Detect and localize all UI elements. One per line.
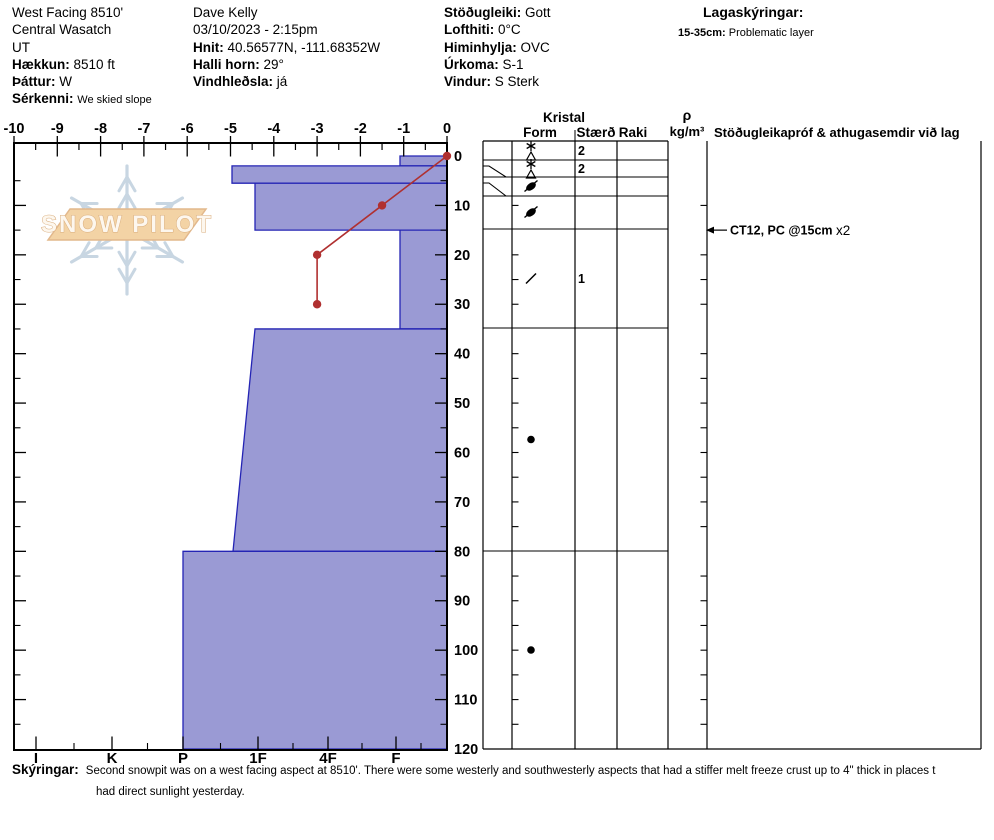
wind-value: S Sterk xyxy=(494,74,540,90)
state: UT xyxy=(12,39,30,55)
stability-test-result: CT12, PC @15cm xyxy=(730,223,833,238)
coords-value: 40.56577N, -111.68352W xyxy=(227,39,381,55)
snow-layer-bar xyxy=(233,329,447,551)
depth-axis-label: 90 xyxy=(454,593,471,610)
aspect-value: W xyxy=(59,74,73,90)
depth-axis-label: 60 xyxy=(454,445,471,462)
temp-axis-tick-label: -2 xyxy=(353,121,367,137)
depth-axis-label: 120 xyxy=(454,741,479,758)
depth-axis-label: 110 xyxy=(454,692,478,709)
depth-axis-label: 20 xyxy=(454,247,471,264)
sky-label: Himinhylja: xyxy=(444,39,517,55)
temperature-point xyxy=(378,201,386,209)
stability-label: Stöðugleiki: xyxy=(444,5,522,20)
temp-axis-tick-label: -10 xyxy=(3,121,25,137)
depth-axis-label: 80 xyxy=(454,544,471,561)
grain-size-value: 2 xyxy=(578,162,585,176)
temperature-point xyxy=(313,300,321,308)
grain-size-value: 1 xyxy=(578,272,585,286)
depth-axis-label: 70 xyxy=(454,494,471,511)
layer-note-text: Problematic layer xyxy=(728,27,814,40)
temp-axis-tick-label: -3 xyxy=(310,121,324,137)
stability-test-annotation xyxy=(706,223,850,238)
comments-line1: Second snowpit was on a west facing aspect at 8510'. There were some westerly and southwesterly aspects that had a stiffer melt freeze crust up to 4" thick in places t xyxy=(85,765,936,777)
hardness-bars xyxy=(183,156,447,749)
temp-axis-tick-label: -1 xyxy=(397,121,411,137)
layer-note-depth: 15-35cm: xyxy=(678,27,726,40)
depth-axis-label: 100 xyxy=(454,643,479,660)
precip-label: Úrkoma: xyxy=(444,56,499,72)
feature-value: We skied slope xyxy=(77,94,152,107)
hardness-axis-label: 1F xyxy=(249,750,267,767)
header-kristal: Kristal xyxy=(542,110,586,125)
slope-angle-label: Halli horn: xyxy=(193,56,260,72)
slope-angle-value: 29° xyxy=(263,56,284,72)
snow-layer-bar xyxy=(400,230,447,329)
pit-comments xyxy=(12,761,994,798)
grain-symbol xyxy=(526,274,536,284)
depth-axis-label: 50 xyxy=(454,396,471,413)
layer-notes-title: Lagaskýringar: xyxy=(703,4,804,20)
aspect-label: Þáttur: xyxy=(12,74,56,90)
watermark-text: SNOW PILOT xyxy=(41,211,213,238)
hardness-axis-label: 4F xyxy=(319,750,337,767)
grain-size-value: 2 xyxy=(578,144,585,158)
depth-axis-label: 40 xyxy=(454,346,471,363)
stability-value: Gott xyxy=(525,5,551,20)
temp-axis-tick-label: -4 xyxy=(267,121,281,137)
airtemp-label: Lofthiti: xyxy=(444,22,495,38)
header-stability-tests: Stöðugleikapróf & athugasemdir við lag xyxy=(714,125,960,140)
grain-symbol xyxy=(527,436,535,444)
grain-symbol xyxy=(527,159,536,178)
comments-line2: had direct sunlight yesterday. xyxy=(96,786,245,798)
grain-symbol xyxy=(527,646,535,654)
grain-symbol xyxy=(525,181,538,193)
temp-axis-tick-label: -8 xyxy=(94,121,108,137)
grain-symbol xyxy=(525,207,538,219)
airtemp-value: 0°C xyxy=(498,22,521,38)
sky-value: OVC xyxy=(520,39,550,55)
header-form: Form xyxy=(523,125,557,140)
snow-layer-bar xyxy=(183,551,447,749)
depth-axis-label: 10 xyxy=(454,198,471,215)
table-headers xyxy=(523,107,960,140)
precip-value: S-1 xyxy=(502,56,524,72)
temp-axis-tick-label: -6 xyxy=(180,121,194,137)
windloading-value: já xyxy=(276,74,288,90)
feature-label: Sérkenni: xyxy=(12,91,74,107)
temperature-point xyxy=(313,251,321,259)
snow-layer-bar xyxy=(255,183,447,230)
layer-connector xyxy=(483,183,512,196)
depth-axis-label: 0 xyxy=(454,149,463,165)
temperature-point xyxy=(443,152,451,160)
depth-axis-label: 30 xyxy=(454,297,471,314)
windloading-label: Vindhleðsla: xyxy=(193,74,274,90)
header-density: ρ xyxy=(682,107,692,123)
pit-title: West Facing 8510' xyxy=(12,5,124,20)
temp-axis-tick-label: -5 xyxy=(224,121,237,137)
hardness-axis-label: P xyxy=(177,750,189,767)
comments-label: Skýringar: xyxy=(12,762,79,777)
layer-connector xyxy=(483,166,512,177)
elevation-value: 8510 ft xyxy=(73,56,115,72)
hardness-axis-label: K xyxy=(106,750,118,767)
temp-axis-tick-label: 0 xyxy=(442,121,452,137)
coords-label: Hnit: xyxy=(193,39,224,55)
elevation-label: Hækkun: xyxy=(12,56,70,72)
mountain-range: Central Wasatch xyxy=(12,22,112,38)
observation-datetime: 03/10/2023 - 2:15pm xyxy=(193,22,318,38)
hardness-axis-label: I xyxy=(33,750,39,767)
temp-axis-tick-label: -7 xyxy=(137,121,151,137)
temp-axis-tick-label: -9 xyxy=(50,121,64,137)
header-wetness: Raki xyxy=(618,125,648,140)
header-size: Stærð xyxy=(576,125,616,140)
observer-name: Dave Kelly xyxy=(193,5,258,20)
hardness-axis-label: F xyxy=(391,750,401,767)
stability-test-multiplier: x2 xyxy=(836,223,851,239)
snowpilot-watermark xyxy=(41,166,213,294)
grain-symbol xyxy=(527,141,536,160)
header-density-unit: kg/m³ xyxy=(669,124,705,139)
wind-label: Vindur: xyxy=(444,74,491,90)
